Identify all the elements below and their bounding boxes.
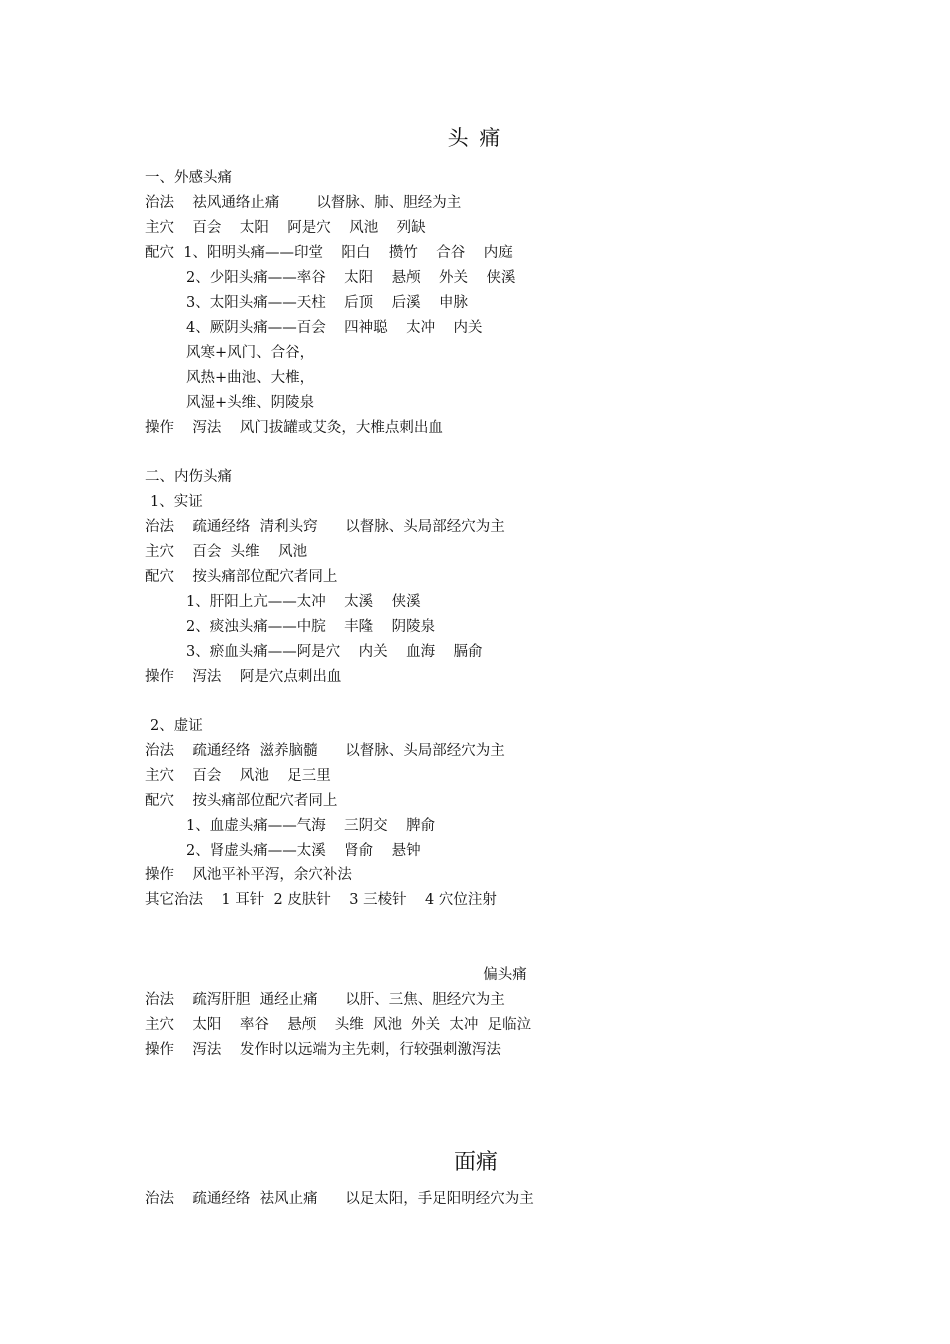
excess-match-line-2: 2、痰浊头痛——中脘 丰隆 阴陵泉 bbox=[186, 619, 436, 635]
facial-pain-treatment-line: 治法 疏通经络 祛风止痛 以足太阳，手足阳明经穴为主 bbox=[145, 1191, 534, 1207]
excess-main-points-line: 主穴 百会 头维 风池 bbox=[145, 544, 308, 560]
internal-headache-heading: 二、内伤头痛 bbox=[145, 469, 232, 485]
external-add-wind-heat: 风热+曲池、大椎， bbox=[186, 370, 315, 386]
deficiency-operation-line: 操作 风池平补平泻，余穴补法 bbox=[145, 867, 352, 883]
external-headache-heading: 一、外感头痛 bbox=[145, 170, 232, 186]
other-methods-line: 其它治法 1 耳针 2 皮肤针 3 三棱针 4 穴位注射 bbox=[145, 892, 497, 908]
excess-treatment-line: 治法 疏通经络 清利头窍 以督脉、头局部经穴为主 bbox=[145, 519, 505, 535]
external-match-line-3: 3、太阳头痛——天柱 后顶 后溪 申脉 bbox=[186, 295, 469, 311]
deficiency-match-line-2: 2、肾虚头痛——太溪 肾俞 悬钟 bbox=[186, 843, 421, 859]
external-add-wind-cold: 风寒+风门、合谷， bbox=[186, 345, 315, 361]
migraine-treatment-line: 治法 疏泻肝胆 通经止痛 以肝、三焦、胆经穴为主 bbox=[145, 992, 505, 1008]
external-operation-line: 操作 泻法 风门拔罐或艾灸，大椎点刺出血 bbox=[145, 420, 443, 436]
migraine-title: 偏头痛 bbox=[483, 967, 527, 983]
deficiency-treatment-line: 治法 疏通经络 滋养脑髓 以督脉、头局部经穴为主 bbox=[145, 743, 505, 759]
headache-title: 头 痛 bbox=[447, 126, 503, 150]
deficiency-heading: 2、虚证 bbox=[150, 718, 203, 734]
deficiency-match-line-1: 1、血虚头痛——气海 三阴交 脾俞 bbox=[186, 818, 436, 834]
deficiency-main-points-line: 主穴 百会 风池 足三里 bbox=[145, 768, 331, 784]
excess-match-line-3: 3、瘀血头痛——阿是穴 内关 血海 膈俞 bbox=[186, 644, 483, 660]
deficiency-match-line: 配穴 按头痛部位配穴者同上 bbox=[145, 793, 338, 809]
external-add-wind-damp: 风湿+头维、阴陵泉 bbox=[186, 395, 315, 411]
excess-operation-line: 操作 泻法 阿是穴点刺出血 bbox=[145, 669, 342, 685]
external-match-line-4: 4、厥阴头痛——百会 四神聪 太冲 内关 bbox=[186, 320, 483, 336]
external-treatment-line: 治法 祛风通络止痛 以督脉、肺、胆经为主 bbox=[145, 195, 462, 211]
migraine-operation-line: 操作 泻法 发作时以远端为主先刺，行较强刺激泻法 bbox=[145, 1042, 501, 1058]
excess-match-line-1: 1、肝阳上亢——太冲 太溪 侠溪 bbox=[186, 594, 421, 610]
excess-match-line: 配穴 按头痛部位配穴者同上 bbox=[145, 569, 338, 585]
external-match-line-2: 2、少阳头痛——率谷 太阳 悬颅 外关 侠溪 bbox=[186, 270, 516, 286]
facial-pain-title: 面痛 bbox=[453, 1150, 498, 1175]
external-main-points-line: 主穴 百会 太阳 阿是穴 风池 列缺 bbox=[145, 220, 426, 236]
excess-heading: 1、实证 bbox=[150, 494, 203, 510]
migraine-main-points-line: 主穴 太阳 率谷 悬颅 头维 风池 外关 太冲 足临泣 bbox=[145, 1017, 532, 1033]
external-match-line-1: 配穴 1、阳明头痛——印堂 阳白 攒竹 合谷 内庭 bbox=[145, 245, 513, 261]
